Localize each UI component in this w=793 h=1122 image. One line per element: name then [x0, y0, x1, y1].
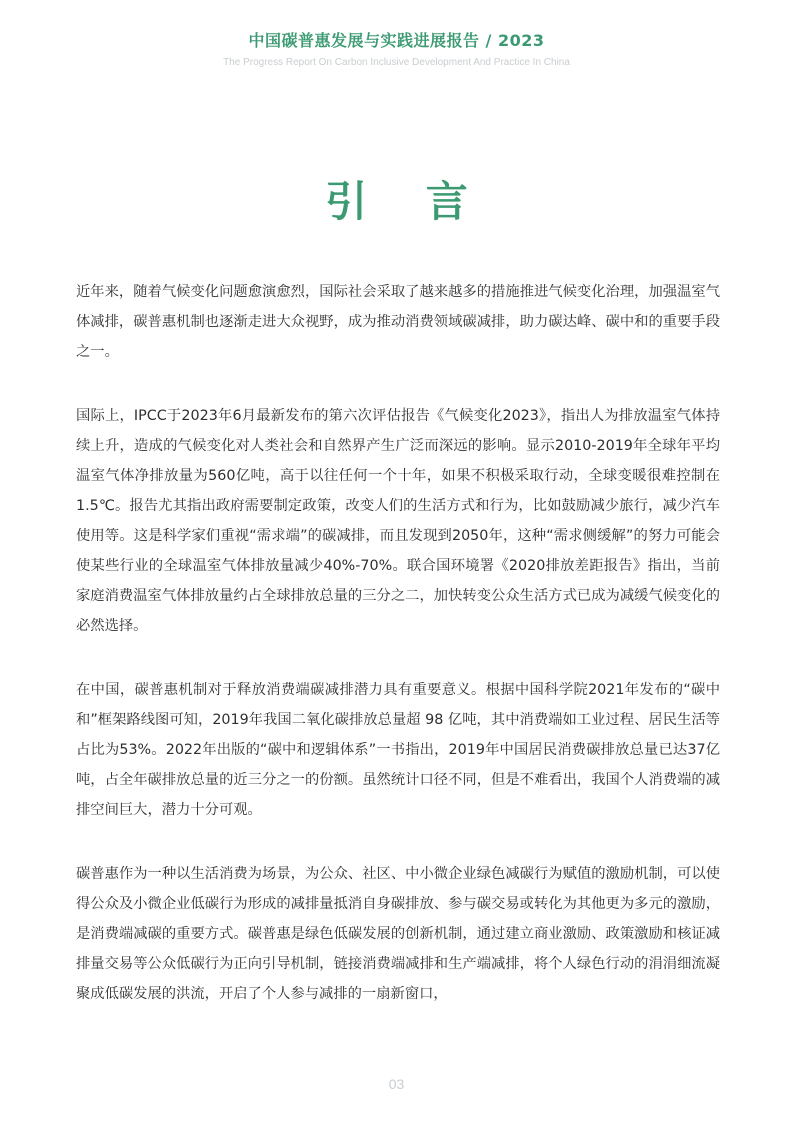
- page-number: 03: [388, 1076, 405, 1092]
- report-title: 中国碳普惠发展与实践进展报告 / 2023: [248, 31, 545, 50]
- paragraph-3: 在中国，碳普惠机制对于释放消费端碳减排潜力具有重要意义。根据中国科学院2021年发布的“碳中和”框架路线图可知，2019年我国二氧化碳排放总量超 98 亿吨，其中消费端如工业过程、居民生活等占比为53%。2022年出版的“碳中和逻辑体系”一书指出，2019年中国居民消费碳排放总量已达37亿吨，占全年碳排放总量的近三分之一的份额。虽然统计口径不同，但是不难看出，我国个人消费端的减排空间巨大，潜力十分可观。: [76, 682, 720, 818]
- page-header: [0, 30, 793, 70]
- paragraph-4: 碳普惠作为一种以生活消费为场景，为公众、社区、中小微企业绿色减碳行为赋值的激励机制，可以使得公众及小微企业低碳行为形成的减排量抵消自身碳排放、参与碳交易或转化为其他更为多元的激励，是消费端减碳的重要方式。碳普惠是绿色低碳发展的创新机制，通过建立商业激励、政策激励和核证减排量交易等公众低碳行为正向引导机制，链接消费端减排和生产端减排，将个人绿色行动的涓涓细流凝聚成低碳发展的洪流，开启了个人参与减排的一扇新窗口，: [76, 866, 720, 1002]
- body-content: [76, 277, 720, 1043]
- paragraph-1: 近年来，随着气候变化问题愈演愈烈，国际社会采取了越来越多的措施推进气候变化治理，加强温室气体减排，碳普惠机制也逐渐走进大众视野，成为推动消费领域碳减排，助力碳达峰、碳中和的重要手段之一。: [76, 284, 720, 360]
- paragraph-2: 国际上，IPCC于2023年6月最新发布的第六次评估报告《气候变化2023》，指出人为排放温室气体持续上升，造成的气候变化对人类社会和自然界产生广泛而深远的影响。显示2010-2019年全球年平均温室气体净排放量为560亿吨，高于以往任何一个十年，如果不积极采取行动，全球变暖很难控制在1.5℃。报告尤其指出政府需要制定政策，改变人们的生活方式和行为，比如鼓励减少旅行，减少汽车使用等。这是科学家们重视“需求端”的碳减排，而且发现到2050年，这种“需求侧缓解”的努力可能会使某些行业的全球温室气体排放量减少40%-70%。联合国环境署《2020排放差距报告》指出，当前家庭消费温室气体排放量约占全球排放总量的三分之二，加快转变公众生活方式已成为减缓气候变化的必然选择。: [76, 408, 720, 634]
- section-title: 引 言: [325, 177, 490, 226]
- report-subtitle: The Progress Report On Carbon Inclusive Development And Practice In China: [223, 57, 570, 68]
